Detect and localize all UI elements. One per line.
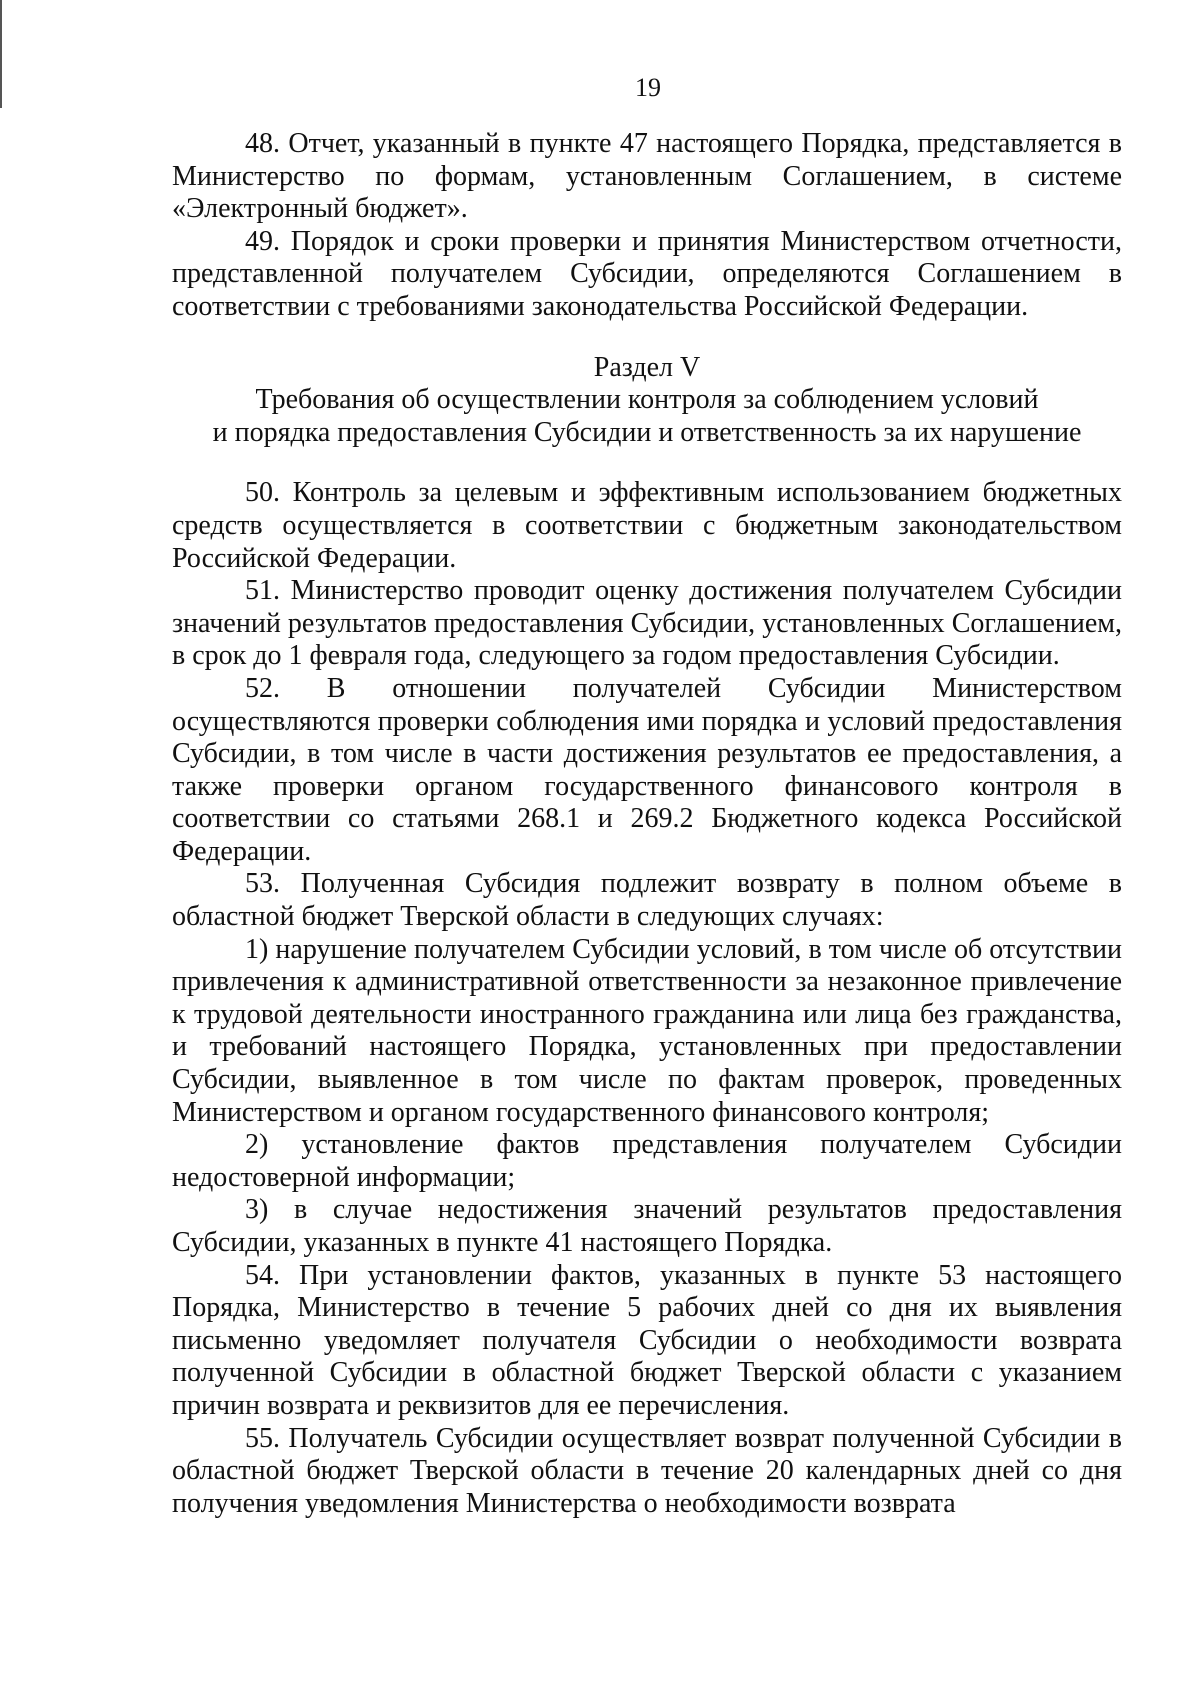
paragraph-48: 48. Отчет, указанный в пункте 47 настоящего Порядка, представляется в Министерство по формам, установленным Соглашением, в системе «Электронный бюджет». xyxy=(172,128,1122,225)
section-heading xyxy=(172,352,1122,450)
paragraph-53-item-3: 3) в случае недостижения значений результатов предоставления Субсидии, указанных в пункте 41 настоящего Порядка. xyxy=(172,1194,1122,1258)
paragraph-53-item-2: 2) установление фактов представления получателем Субсидии недостоверной информации; xyxy=(172,1129,1122,1193)
paragraph-53-item-1: 1) нарушение получателем Субсидии условий, в том числе об отсутствии привлечения к административной ответственности за незаконное привлечение к трудовой деятельности иностранного гражданина или лица без гражданства, и требований настоящего Порядка, установленных при предоставлении Субсидии, выявленное в том числе по фактам проверок, проведенных Министерством и органом государственного финансового контроля; xyxy=(172,933,1122,1128)
paragraph-51: 51. Министерство проводит оценку достижения получателем Субсидии значений результатов предоставления Субсидии, установленных Соглашением, в срок до 1 февраля года, следующего за годом предоставления Субсидии. xyxy=(172,575,1122,672)
paragraph-52: 52. В отношении получателей Субсидии Министерством осуществляются проверки соблюдения ими порядка и условий предоставления Субсидии, в том числе в части достижения результатов ее предоставления, а также проверки органом государственного финансового контроля в соответствии со статьями 268.1 и 269.2 Бюджетного кодекса Российской Федерации. xyxy=(172,672,1122,867)
page-number: 19 xyxy=(635,73,661,102)
paragraph-53: 53. Полученная Субсидия подлежит возврату в полном объеме в областной бюджет Тверской области в следующих случаях: xyxy=(172,868,1122,933)
document-body xyxy=(172,128,1122,1520)
paragraph-50: 50. Контроль за целевым и эффективным использованием бюджетных средств осуществляется в соответствии с бюджетным законодательством Российской Федерации. xyxy=(172,477,1122,574)
section-title-line-2: и порядка предоставления Субсидии и ответственность за их нарушение xyxy=(212,416,1082,448)
paragraph-55: 55. Получатель Субсидии осуществляет возврат полученной Субсидии в областной бюджет Тверской области в течение 20 календарных дней со дня получения уведомления Министерства о необходимости возврата xyxy=(172,1422,1122,1519)
paragraph-49: 49. Порядок и сроки проверки и принятия Министерством отчетности, представленной получателем Субсидии, определяются Соглашением в соответствии с требованиями законодательства Российской Федерации. xyxy=(172,225,1122,322)
paragraph-54: 54. При установлении фактов, указанных в пункте 53 настоящего Порядка, Министерство в течение 5 рабочих дней со дня их выявления письменно уведомляет получателя Субсидии о необходимости возврата полученной Субсидии в областной бюджет Тверской области с указанием причин возврата и реквизитов для ее перечисления. xyxy=(172,1259,1122,1421)
section-label: Раздел V xyxy=(593,351,701,383)
section-title-line-1: Требования об осуществлении контроля за соблюдением условий xyxy=(255,384,1039,416)
